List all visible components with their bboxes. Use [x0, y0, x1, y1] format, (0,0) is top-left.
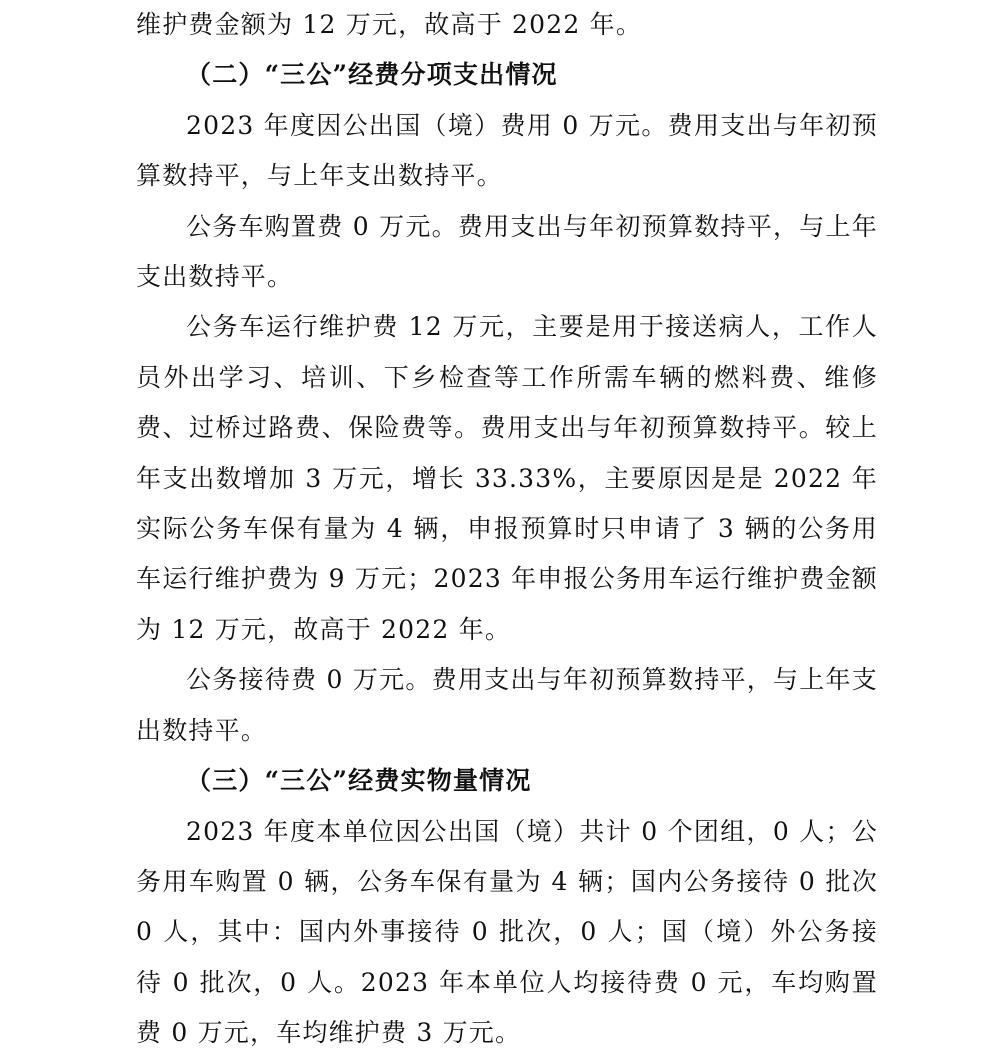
paragraph-vehicle-maintenance: 公务车运行维护费 12 万元，主要是用于接送病人，工作人员外出学习、培训、下乡检查等工作所需车辆的燃料费、维修费、过桥过路费、保险费等。费用支出与年初预算数持平。较上年支出数增加 3 万元，增长 33.33%，主要原因是是 2022 年实际公务车保有量为 4 辆，申报预算时只申请了 3 辆的公务用车运行维护费为 9 万元；2023 年申报公务用车运行维护费金额为 12 万元，故高于 2022 年。 [136, 312, 878, 644]
paragraph-reception: 公务接待费 0 万元。费用支出与年初预算数持平，与上年支出数持平。 [136, 665, 878, 745]
continuation-paragraph: 维护费金额为 12 万元，故高于 2022 年。 [136, 10, 643, 39]
paragraph-vehicle-purchase: 公务车购置费 0 万元。费用支出与年初预算数持平，与上年支出数持平。 [136, 211, 878, 292]
paragraph-travel-abroad: 2023 年度因公出国（境）费用 0 万元。费用支出与年初预算数持平，与上年支出数持平。 [136, 110, 878, 191]
section-heading-3: （三）“三公”经费实物量情况 [186, 766, 532, 796]
document-page [136, 0, 878, 1059]
paragraph-physical-quantities: 2023 年度本单位因公出国（境）共计 0 个团组，0 人；公务用车购置 0 辆，公务车保有量为 4 辆；国内公务接待 0 批次 0 人，其中：国内外事接待 0 批次，0 人；国（境）外公务接待 0 批次，0 人。2023 年本单位人均接待费 0 元，车均购置费 0 万元，车均维护费 3 万元。 [136, 816, 879, 1048]
section-heading-2: （二）“三公”经费分项支出情况 [186, 60, 558, 90]
